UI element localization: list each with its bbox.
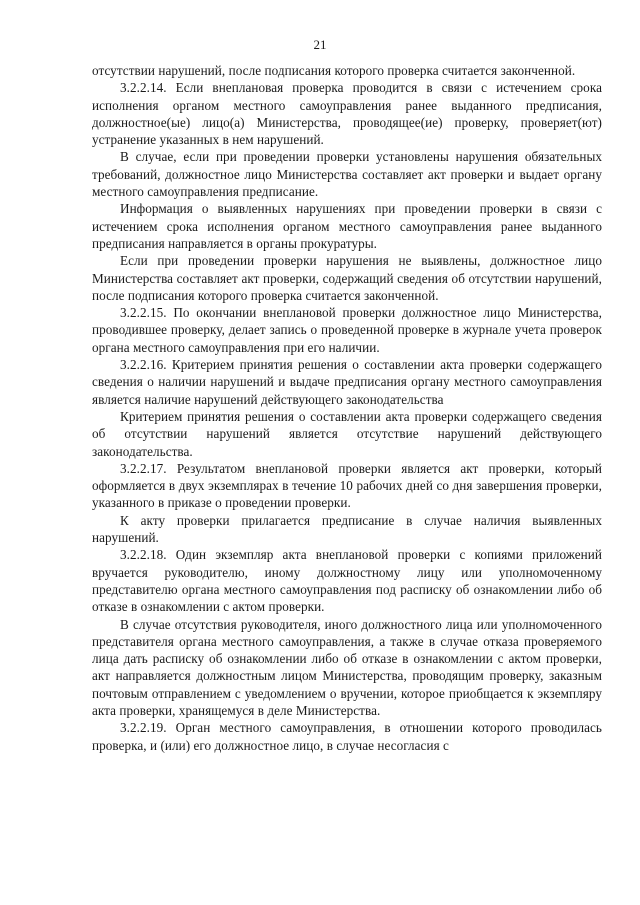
page-number: 21 (313, 37, 327, 52)
paragraph: В случае отсутствия руководителя, иного должностного лица или уполномоченного представителя органа местного самоуправления, а также в случае отказа проверяемого лица дать расписку об ознакомлении либо об отказе в ознакомлении с актом проверки, акт направляется должностным лицом Министерства, проводящим проверку, заказным почтовым отправлением с уведомлением о вручении, которое приобщается к экземпляру акта проверки, хранящемуся в деле Министерства. (92, 616, 602, 718)
document-body (92, 62, 602, 754)
paragraph: В случае, если при проведении проверки установлены нарушения обязательных требований, должностное лицо Министерства составляет акт проверки и выдает органу местного самоуправления предписание. (92, 149, 602, 200)
paragraph: 3.2.2.14. Если внеплановая проверка проводится в связи с истечением срока исполнения органом местного самоуправления ранее выданного предписания, должностное(ые) лицо(а) Министерства, проводящее(ие) проверку, проверяет(ют) устранение указанных в нем нарушений. (92, 80, 602, 148)
paragraph: Критерием принятия решения о составлении акта проверки содержащего сведения об отсутствии нарушений является отсутствие нарушений действующего законодательства. (92, 408, 602, 459)
paragraph: 3.2.2.18. Один экземпляр акта внеплановой проверки с копиями приложений вручается руководителю, иному должностному лицу или уполномоченному представителю органа местного самоуправления под расписку об ознакомлении либо об отказе в ознакомлении с актом проверки. (92, 547, 602, 615)
paragraph: 3.2.2.16. Критерием принятия решения о составлении акта проверки содержащего сведения о наличии нарушений и выдаче предписания органу местного самоуправления является наличие нарушений действующего законодательства (92, 357, 602, 407)
paragraph: 3.2.2.19. Орган местного самоуправления, в отношении которого проводилась проверка, и (или) его должностное лицо, в случае несогласия с (92, 720, 602, 753)
paragraph: отсутствии нарушений, после подписания которого проверка считается законченной. (92, 63, 576, 78)
paragraph: К акту проверки прилагается предписание в случае наличия выявленных нарушений. (92, 512, 602, 546)
paragraph: Информация о выявленных нарушениях при проведении проверки в связи с истечением срока исполнения органом местного самоуправления ранее выданного предписания направляется в органы прокуратуры. (92, 201, 602, 251)
paragraph: 3.2.2.15. По окончании внеплановой проверки должностное лицо Министерства, проводившее проверку, делает запись о проведенной проверке в журнале учета проверок органа местного самоуправления при его наличии. (92, 305, 602, 355)
paragraph: 3.2.2.17. Результатом внеплановой проверки является акт проверки, который оформляется в двух экземплярах в течение 10 рабочих дней со дня завершения проверки, указанного в приказе о проведении проверки. (92, 460, 602, 511)
paragraph: Если при проведении проверки нарушения не выявлены, должностное лицо Министерства составляет акт проверки, содержащий сведения об отсутствии нарушений, после подписания которого проверка считается законченной. (92, 253, 602, 303)
